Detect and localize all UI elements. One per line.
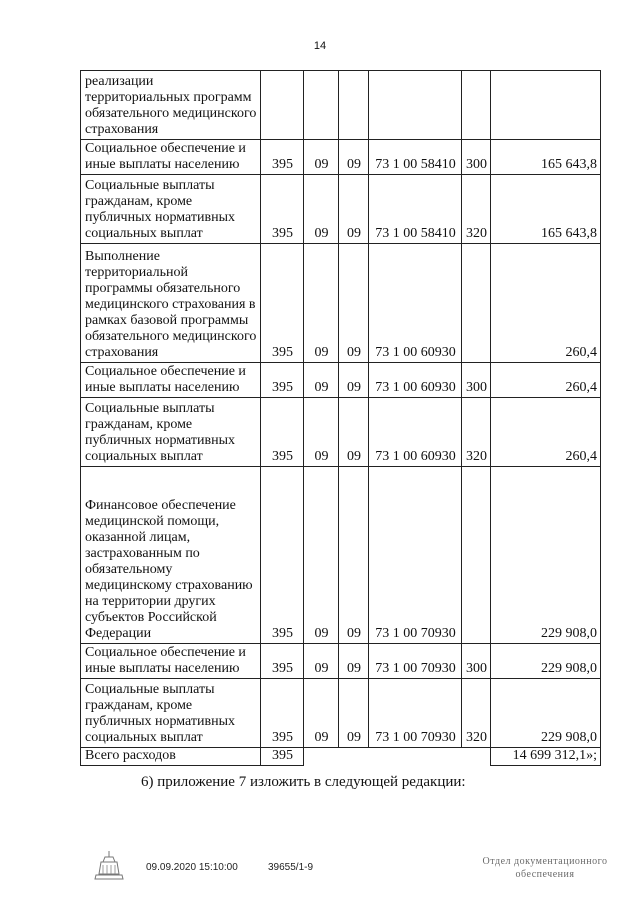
- table-row: [81, 644, 601, 679]
- subsection-code: 09: [339, 175, 369, 244]
- section-code: 09: [304, 363, 339, 398]
- row-name: Социальные выплаты гражданам, кроме публичных нормативных социальных выплат: [81, 398, 261, 467]
- ministry-code: 395: [261, 467, 304, 644]
- row-name: Социальное обеспечение и иные выплаты населению: [81, 644, 261, 679]
- section-code: 09: [304, 175, 339, 244]
- target-code: 73 1 00 70930: [369, 467, 462, 644]
- row-name: Выполнение территориальной программы обязательного медицинского страхования в рамках базовой программы обязательного медицинского страхования: [81, 244, 261, 363]
- amount: 260,4: [491, 244, 601, 363]
- section-code: 09: [304, 467, 339, 644]
- section-code: 09: [304, 140, 339, 175]
- expense-type-code: 300: [462, 363, 491, 398]
- amount: 165 643,8: [491, 175, 601, 244]
- row-name: реализации территориальных программ обязательного медицинского страхования: [81, 71, 261, 140]
- row-name: Финансовое обеспечение медицинской помощи, оказанной лицам, застрахованным по обязательному медицинскому страхованию на территории других субъектов Российской Федерации: [81, 467, 261, 644]
- table-row: [81, 71, 601, 140]
- instruction-text: 6) приложение 7 изложить в следующей редакции:: [141, 774, 466, 790]
- table-row: [81, 244, 601, 363]
- target-code: 73 1 00 60930: [369, 363, 462, 398]
- empty-cell: [462, 748, 491, 766]
- target-code: 73 1 00 58410: [369, 175, 462, 244]
- ministry-code: 395: [261, 244, 304, 363]
- empty-cell: [304, 748, 339, 766]
- footer-doc-code: 39655/1-9: [268, 862, 314, 873]
- table-row: [81, 175, 601, 244]
- expense-type-code: 300: [462, 644, 491, 679]
- empty-cell: [339, 748, 369, 766]
- amount: 260,4: [491, 398, 601, 467]
- stamp-line-1: Отдел документационного: [482, 856, 608, 867]
- amount: 260,4: [491, 363, 601, 398]
- amount: [491, 71, 601, 140]
- target-code: 73 1 00 70930: [369, 679, 462, 748]
- expense-type-code: 320: [462, 398, 491, 467]
- subsection-code: 09: [339, 679, 369, 748]
- section-code: [304, 71, 339, 140]
- subsection-code: 09: [339, 244, 369, 363]
- empty-cell: [369, 748, 462, 766]
- ministry-code: 395: [261, 398, 304, 467]
- subsection-code: 09: [339, 398, 369, 467]
- ministry-code: 395: [261, 363, 304, 398]
- ministry-code: 395: [261, 175, 304, 244]
- amount: 229 908,0: [491, 467, 601, 644]
- target-code: 73 1 00 70930: [369, 644, 462, 679]
- total-ministry-code: 395: [261, 748, 304, 766]
- target-code: 73 1 00 60930: [369, 398, 462, 467]
- table-row: [81, 467, 601, 644]
- total-row: [81, 748, 601, 766]
- section-code: 09: [304, 398, 339, 467]
- amount: 229 908,0: [491, 679, 601, 748]
- page-number: 14: [313, 40, 327, 52]
- table-row: [81, 398, 601, 467]
- emblem-icon: [92, 848, 126, 884]
- subsection-code: 09: [339, 467, 369, 644]
- total-label: Всего расходов: [81, 748, 261, 766]
- row-name: Социальные выплаты гражданам, кроме публичных нормативных социальных выплат: [81, 175, 261, 244]
- expense-type-code: 320: [462, 175, 491, 244]
- subsection-code: 09: [339, 644, 369, 679]
- ministry-code: 395: [261, 140, 304, 175]
- section-code: 09: [304, 644, 339, 679]
- table-row: [81, 679, 601, 748]
- table-row: [81, 363, 601, 398]
- row-name: Социальное обеспечение и иные выплаты населению: [81, 363, 261, 398]
- expense-type-code: [462, 467, 491, 644]
- expenditure-table: [80, 70, 601, 766]
- ministry-code: [261, 71, 304, 140]
- row-name: Социальное обеспечение и иные выплаты населению: [81, 140, 261, 175]
- department-stamp: [470, 855, 620, 881]
- total-amount: 14 699 312,1»;: [491, 748, 601, 766]
- subsection-code: 09: [339, 140, 369, 175]
- ministry-code: 395: [261, 679, 304, 748]
- subsection-code: [339, 71, 369, 140]
- stamp-line-2: обеспечения: [515, 869, 575, 880]
- expense-type-code: 320: [462, 679, 491, 748]
- target-code: 73 1 00 58410: [369, 140, 462, 175]
- ministry-code: 395: [261, 644, 304, 679]
- expense-type-code: [462, 71, 491, 140]
- footer-date: 09.09.2020 15:10:00: [146, 862, 238, 873]
- expense-type-code: 300: [462, 140, 491, 175]
- amount: 165 643,8: [491, 140, 601, 175]
- section-code: 09: [304, 679, 339, 748]
- expense-type-code: [462, 244, 491, 363]
- table-row: [81, 140, 601, 175]
- target-code: 73 1 00 60930: [369, 244, 462, 363]
- subsection-code: 09: [339, 363, 369, 398]
- row-name: Социальные выплаты гражданам, кроме публичных нормативных социальных выплат: [81, 679, 261, 748]
- target-code: [369, 71, 462, 140]
- section-code: 09: [304, 244, 339, 363]
- amount: 229 908,0: [491, 644, 601, 679]
